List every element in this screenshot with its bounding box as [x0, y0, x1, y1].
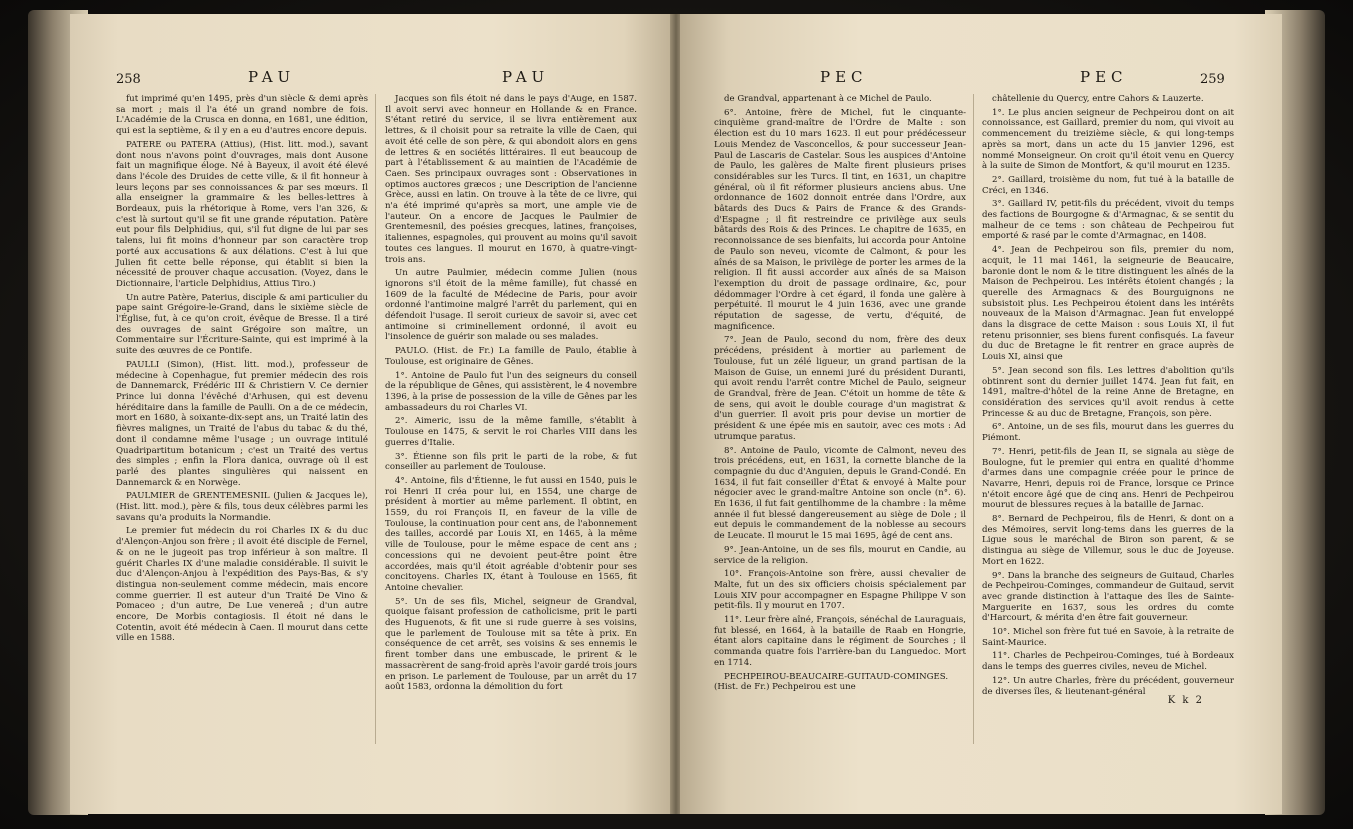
paragraph: châtellenie du Quercy, entre Cahors & Lauzerte. — [992, 94, 1204, 104]
paragraph: 11°. Charles de Pechpeirou-Cominges, tué à Bordeaux dans le temps des guerres civiles, neveu de Michel. — [982, 651, 1234, 673]
right-page — [680, 14, 1282, 814]
paragraph: Jacques son fils étoit né dans le pays d'Auge, en 1587. Il avoit servi avec honneur en Hollande & en France. S'étant retiré du service, il se livra entièrement aux lettres, & il choisit pour sa retraite la ville de Caen, qui avoit été celle de son père, & qui abondoit alors en gens de lettres & en sociétés littéraires. Il eut beaucoup de part à l'établissement & au maintien de l'Académie de Caen. Ses principaux ouvrages sont : Observationes in optimos auctores græcos ; une Description de l'ancienne Grèce, aussi en latin. On trouve à la tête de ce livre, qui n'a été imprimé qu'après sa mort, une ample vie de l'auteur. On a encore de Jacques le Paulmier de Grentemesnil, des poésies grecques, latines, françoises, italiennes, espagnoles, qui prouvent au moins qu'il savoit toutes ces langues. Il mourut en 1670, à quatre-vingt-trois ans. — [385, 94, 637, 265]
paragraph: 1°. Antoine de Paulo fut l'un des seigneurs du conseil de la république de Gênes, qui assistèrent, le 4 novembre 1396, à la prise de possession de la ville de Gênes par les ambassadeurs du roi Charles VI. — [385, 370, 637, 413]
column-divider — [375, 94, 376, 744]
paragraph: 5°. Jean second son fils. Les lettres d'abolition qu'ils obtinrent sont du dernier juillet 1474. Jean fut fait, en 1491, maître-d'hôtel de la reine Anne de Bretagne, en considération des services qu'il avoit rendus à cette Princesse & au duc de Bretagne, François, son père. — [982, 365, 1234, 419]
paragraph: 2°. Aimeric, issu de la même famille, s'établit à Toulouse en 1475, & servit le roi Charles VIII dans les guerres d'Italie. — [385, 416, 637, 448]
text-column-1 — [116, 94, 368, 647]
paragraph: 9°. Jean-Antoine, un de ses fils, mourut en Candie, au service de la religion. — [714, 544, 966, 566]
paragraph: 12°. Un autre Charles, frère du précédent, gouverneur de diverses îles, & lieutenant-général — [982, 675, 1234, 697]
paragraph: Le premier fut médecin du roi Charles IX & du duc d'Alençon-Anjou son frère ; il avoit été disciple de Fernel, & on ne le jugeoit pas trop inférieur à son maître. Il guérit Charles IX d'une maladie considérable. Il suivit le duc d'Alençon-Anjou à l'expédition des Pays-Bas, & s'y distingua non-seulement comme médecin, mais encore comme guerrier. Il est auteur d'un Traité De Vino & Pomaceo ; d'un autre, De Lue venereâ ; d'un autre encore, De Morbis contagiosis. Il étoit né dans le Cotentin, avoit été médecin à Caen. Il mourut dans cette ville en 1588. — [116, 526, 368, 644]
right-page-header — [680, 68, 1282, 90]
paragraph: 8°. Antoine de Paulo, vicomte de Calmont, neveu des trois précédens, eut, en 1631, la cornette blanche de la compagnie du duc d'Anguien, depuis le Grand-Condé. En 1634, il fut fait conseiller d'État & envoyé à Malte pour négocier avec le grand-maître Antoine son oncle (n°. 6). En 1636, il fut fait gentilhomme de la chambre : la même année il fut blessé dangereusement au siège de Dole ; il eut depuis le commandement de la noblesse au secours de Leucate. Il mourut le 15 mai 1695, âgé de cent ans. — [714, 445, 966, 542]
paragraph: 7°. Henri, petit-fils de Jean II, se signala au siège de Boulogne, fut le premier qui entra en qualité d'homme d'armes dans une compagnie créée pour le prince de Navarre, Henri, depuis roi de France, lorsque ce Prince n'étoit encore âgé que de cinq ans. Henri de Pechpeirou mourut de blessures reçues à la bataille de Jarnac. — [982, 446, 1234, 511]
column-divider — [973, 94, 974, 744]
paragraph: 8°. Bernard de Pechpeirou, fils de Henri, & dont on a des Mémoires, servit long-tems dans les guerres de la Ligue sous le maréchal de Biron son parent, & se distingua au siège de Villemur, sous le duc de Joyeuse. Mort en 1622. — [982, 514, 1234, 567]
paragraph: Un autre Patère, Paterius, disciple & ami particulier du pape saint Grégoire-le-Grand, dans le sixième siècle de l'Église, fut, à ce qu'on croit, évêque de Bresse. Il a tiré des ouvrages de saint Grégoire son maître, un Commentaire sur l'Écriture-Sainte, qui est imprimé à la suite des œuvres de ce Pontife. — [116, 292, 368, 357]
paragraph: PAULO. (Hist. de Fr.) La famille de Paulo, établie à Toulouse, est originaire de Gênes. — [385, 346, 637, 367]
running-head: PEC — [1080, 68, 1128, 86]
page-number: 259 — [1200, 72, 1225, 87]
left-page-header — [70, 68, 672, 90]
page-number: 258 — [116, 72, 141, 87]
paragraph: 3°. Gaillard IV, petit-fils du précédent, vivoit du temps des factions de Bourgogne & d'Armagnac, & se sentit du malheur de ce tems : son château de Pechpeirou fut emporté & rasé par le comte d'Armagnac, en 1408. — [982, 199, 1234, 242]
text-column-1 — [714, 94, 966, 696]
paragraph: 1°. Le plus ancien seigneur de Pechpeirou dont on ait connoissance, est Gaillard, premier du nom, qui vivoit au commencement du treizième siècle, & qui long-temps après sa mort, dans un acte du 15 janvier 1296, est nommé Monseigneur. On croit qu'il étoit venu en Quercy à la suite de Simon de Montfort, & qu'il mourut en 1235. — [982, 107, 1234, 172]
paragraph: 10°. François-Antoine son frère, aussi chevalier de Malte, fut un des six officiers choisis spécialement par Louis XIV pour accompagner en Espagne Philippe V son petit-fils. Il y mourut en 1707. — [714, 569, 966, 612]
left-page — [70, 14, 672, 814]
paragraph: PAULLI (Simon), (Hist. litt. mod.), professeur de médecine à Copenhague, fut premier médecin des rois de Dannemarck, Frédéric III & Christiern V. Ce dernier Prince lui donna l'évêché d'Arhusen, qui est devenu héréditaire dans la famille de Paulli. On a de ce médecin, mort en 1680, à soixante-dix-sept ans, un Traité latin des fièvres malignes, un Traité de l'abus du tabac & du thé, dont il condamne même l'usage ; un ouvrage intitulé Quadripartitum botanicum ; c'est un Traité des vertus des simples ; enfin la Flora danica, ouvrage où il est parlé des plantes singulières qui naissent en Dannemarck & en Norwège. — [116, 359, 368, 488]
paragraph: 10°. Michel son frère fut tué en Savoie, à la retraite de Saint-Maurice. — [982, 627, 1234, 648]
paragraph: 9°. Dans la branche des seigneurs de Guitaud, Charles de Pechpeirou-Cominges, commandeur de Guitaud, servit avec grande distinction à l'attaque des îles de Sainte-Marguerite en 1637, sous les ordres du comte d'Harcourt, & mérita d'en être fait gouverneur. — [982, 570, 1234, 624]
text-column-2 — [982, 94, 1234, 700]
paragraph: 3°. Étienne son fils prit le parti de la robe, & fut conseiller au parlement de Toulouse. — [385, 451, 637, 473]
paragraph: 5°. Un de ses fils, Michel, seigneur de Grandval, quoique faisant profession de catholicisme, prit le parti des Huguenots, & fit une si rude guerre à ses voisins, que le parlement de Toulouse mit sa tête à prix. En conséquence de cet arrêt, ses voisins & ses ennemis le firent tomber dans une embuscade, le prirent & le massacrèrent de sang-froid après l'avoir gardé trois jours en prison. Le parlement de Toulouse, par un arrêt du 17 août 1583, ordonna la démolition du fort — [385, 596, 637, 693]
text-column-2 — [385, 94, 637, 696]
paragraph: 4°. Antoine, fils d'Étienne, le fut aussi en 1540, puis le roi Henri II créa pour lui, en 1554, une charge de président à mortier au même parlement. Il obtint, en 1559, du roi François II, en faveur de la ville de Toulouse, la continuation pour cent ans, de l'abonnement des tailles, accordé par Louis XI, en 1465, à la même ville de Toulouse, pour le même espace de cent ans ; concessions qui ne devoient peut-être point être accordées, mais qu'il étoit agréable d'obtenir pour ses concitoyens. Charles IX, étant à Toulouse en 1565, fit Antoine chevalier. — [385, 475, 637, 593]
running-head: PEC — [820, 68, 868, 86]
paragraph: PATERE ou PATERA (Attius), (Hist. litt. mod.), savant dont nous n'avons point d'ouvrages, mais dont Ausone fait un magnifique éloge. Né à Bayeux, il avoit été élevé dans l'école des Druides de cette ville, & il fit honneur à leurs leçons par ses connoissances & par ses mœurs. Il alla enseigner la grammaire & les belles-lettres à Bordeaux, puis la rhétorique à Rome, vers l'an 326, & c'est là surtout qu'il se fit une grande réputation. Patère eut pour fils Delphidius, qui, s'il fut digne de lui par ses talens, lui fit moins d'honneur par son caractère trop porté aux accusations & aux délations. C'est à lui que Julien fit cette belle réponse, qui établit si bien la nécessité de prouver chaque accusation. (Voyez, dans le Dictionnaire, l'article Delphidius, Attius Tiro.) — [116, 139, 368, 289]
running-head: PAU — [248, 68, 296, 86]
paragraph: fut imprimé qu'en 1495, près d'un siècle & demi après sa mort ; mais il l'a été un grand nombre de fois. L'Académie de la Crusca en donna, en 1681, une édition, qui est la septième, & il y en a eu d'autres encore depuis. — [116, 94, 368, 137]
paragraph: 6°. Antoine, frère de Michel, fut le cinquante-cinquième grand-maître de l'Ordre de Malte : son élection est du 10 mars 1623. Il eut pour prédécesseur Louis Mendez de Vasconcellos, & pour successeur Jean-Paul de Lascaris de Castelar. Sous les auspices d'Antoine de Paulo, les galères de Malte firent plusieurs prises considérables sur les Turcs. Il tint, en 1631, un chapitre général, où il fit réformer plusieurs anciens abus. Une ordonnance de 1602 donnoit entrée dans l'Ordre, aux bâtards des Ducs & Pairs de France & des Grands-d'Espagne ; il fit restreindre ce privilège aux seuls bâtards des Rois & des Princes. Le chapitre de 1635, en reconnoissance de ses bienfaits, lui accorda pour Antoine de Paulo son neveu, vicomte de Calmont, & pour les aînés de sa Maison, le privilège de porter les armes de la religion. Il fit aussi accorder aux aînés de sa Maison l'exemption du droit de passage ordinaire, &c, pour dédommager l'Ordre à cet égard, il fonda une galère à perpétuité. Il mourut le 4 juin 1636, avec une grande réputation de sagesse, de vertu, d'équité, de magnificence. — [714, 107, 966, 332]
paragraph: 6°. Antoine, un de ses fils, mourut dans les guerres du Piémont. — [982, 422, 1234, 444]
paragraph: 11°. Leur frère aîné, François, sénéchal de Lauraguais, fut blessé, en 1664, à la bataille de Raab en Hongrie, étant alors capitaine dans le régiment de Sourches ; il commanda quatre fois l'arrière-ban du Languedoc. Mort en 1714. — [714, 615, 966, 668]
paragraph: Un autre Paulmier, médecin comme Julien (nous ignorons s'il étoit de la même famille), fut chassé en 1609 de la faculté de Médecine de Paris, pour avoir ordonné l'antimoine malgré l'arrêt du parlement, qui en défendoit l'usage. Il seroit curieux de savoir si, avec cet antimoine si criminellement ordonné, il avoit eu l'insolence de guérir son malade ou ses malades. — [385, 268, 637, 343]
paragraph: 4°. Jean de Pechpeirou son fils, premier du nom, acquit, le 11 mai 1461, la seigneurie de Beaucaire, baronie dont le nom & le titre distinguent les aînés de la Maison de Pechpeirou. Les intérêts étoient changés ; la querelle des Armagnacs & des Bourguignons ne subsistoit plus. Les Pechpeirou étoient dans les intérêts nouveaux de la Maison d'Armagnac. Jean fut enveloppé dans la disgrace de cette Maison : sous Louis XI, il fut retenu prisonnier, ses biens furent confisqués. La faveur du duc de Bretagne le fit rentrer en grace auprès de Louis XI, ainsi que — [982, 245, 1234, 363]
running-head: PAU — [502, 68, 550, 86]
paragraph: 7°. Jean de Paulo, second du nom, frère des deux précédens, président à mortier au parlement de Toulouse, fut un zélé ligueur, un grand partisan de la Maison de Guise, un ennemi juré du président Duranti, qui avoit rendu l'arrêt contre Michel de Paulo, seigneur de Grandval, frère de Jean. C'étoit un homme de tête & de sens, qui avoit le double courage d'un magistrat & d'un guerrier. Il avoit pris pour devise un mortier de président & une épée mis en sautoir, avec ces mots : Ad utrumque paratus. — [714, 335, 966, 442]
paragraph: PECHPEIROU-BEAUCAIRE-GUITAUD-COMINGES. (Hist. de Fr.) Pechpeirou est une — [714, 671, 949, 693]
paragraph: de Grandval, appartenant à ce Michel de Paulo. — [724, 94, 932, 104]
paragraph: PAULMIER de GRENTEMESNIL (Julien & Jacques le), (Hist. litt. mod.), père & fils, tous deux célèbres parmi les savans qu'a produits la Normandie. — [116, 491, 368, 523]
signature-mark: K k 2 — [1167, 695, 1204, 706]
paragraph: 2°. Gaillard, troisième du nom, fut tué à la bataille de Créci, en 1346. — [982, 174, 1234, 196]
